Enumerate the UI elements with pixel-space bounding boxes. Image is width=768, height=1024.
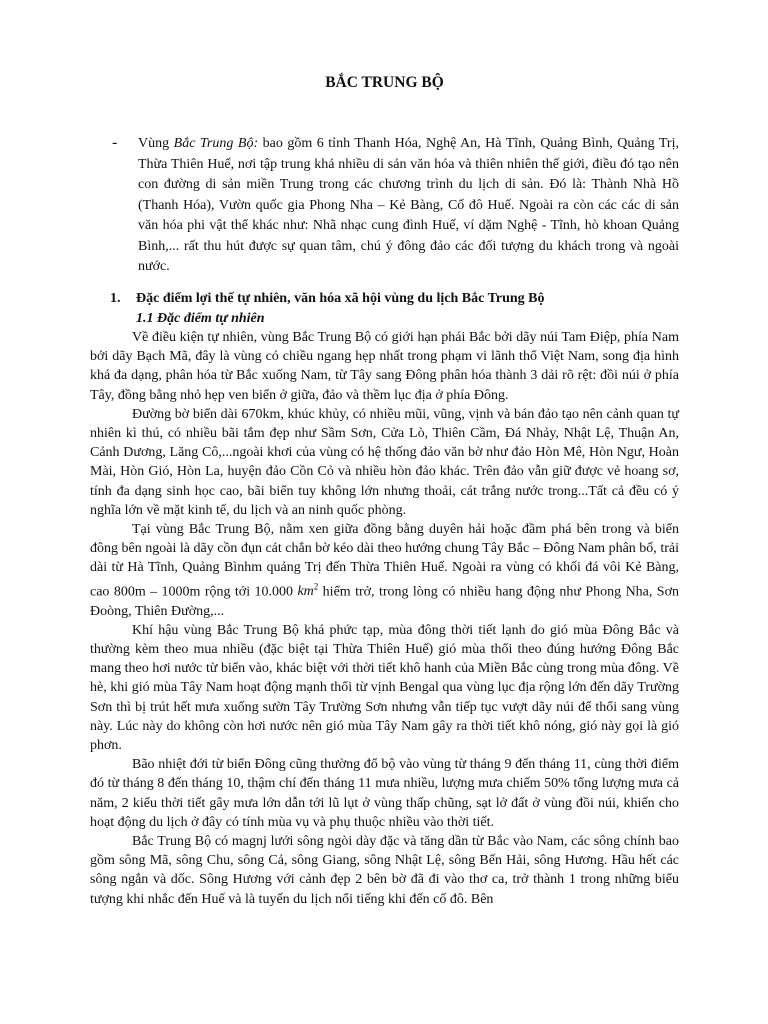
body-text [90,328,679,909]
paragraph-climate: Khí hậu vùng Bắc Trung Bộ khá phức tạp, mùa đông thời tiết lạnh do gió mùa Đông Bắc và thường kèm theo mua nhiều (đặc biệt tại Thừa Thiên Huế) gió mùa thổi theo đúng hướng Đông Bắc mang theo hơi nước từ biển vào, khác biệt với thời tiết khô hanh của Miền Bắc cùng trong mùa đông. Về hè, khi gió mùa Tây Nam hoạt động mạnh thổi từ vịnh Bengal qua vùng lục địa rộng lớn đến dãy Trường Sơn thì bị trút hết mưa xuống sườn Tây Trường Sơn nhưng vẫn tiếp tục vượt dãy núi để thổi sang vùng này. Lúc này do không còn hơi nước nên gió mùa Tây Nam gây ra thời tiết khô nóng, gió này gọi là gió phơn. [90,622,679,753]
paragraph-storms: Bão nhiệt đới từ biển Đông cũng thường đổ bộ vào vùng từ tháng 9 đến tháng 11, cùng thời điểm đó từ tháng 8 đến tháng 10, thậm chí đến tháng 11 mưa nhiều, lượng mưa chiếm 50% tổng lượng mưa cả năm, 2 kiểu thời tiết gây mưa lớn dẫn tới lũ lụt ở vùng thấp chũng, sạt lở đất ở vùng đồi núi, khiến cho hoạt động du lịch ở đây có tính mùa vụ và phụ thuộc nhiều vào thời tiết. [90,757,679,830]
intro-text [138,134,679,278]
section-number: 1. [110,291,121,306]
paragraph-terrain: Về điều kiện tự nhiên, vùng Bắc Trung Bộ có giới hạn phái Bắc bởi dãy núi Tam Điệp, phía Nam bởi dãy Bạch Mã, đây là vùng có chiều ngang hẹp nhất trong phạm vi lãnh thổ Việt Nam, song địa hình khá đa dạng, phân hóa từ Bắc xuống Nam, từ Tây sang Đông phân hóa thành 3 dải rõ rệt: đồi núi ở phía Tây, đồng bằng nhỏ hẹp ven biển ở giữa, đảo và thềm lục địa ở phía Đông. [90,330,679,403]
area-unit-exponent: 2 [313,581,319,592]
paragraph-dunes-part2: hiểm trở, trong lòng có nhiều hang động như Phong Nha, Sơn Đoòng, Thiên Đường,... [90,584,679,619]
subsection-heading: 1.1 Đặc điểm tự nhiên [136,311,265,326]
intro-bullet [112,134,679,278]
paragraph-rivers: Bắc Trung Bộ có magnj lưới sông ngòi dày đặc và tăng dần từ Bắc vào Nam, các sông chính bao gồm sông Mã, sông Chu, sông Cả, sông Giang, sông Nhật Lệ, sông Bến Hải, sông Hương. Hầu hết các sông ngắn và dốc. Sông Hương với cảnh đẹp 2 bên bờ đã đi vào thơ ca, trở thành 1 trong những biểu tượng khi nhắc đến Huế và là tuyến du lịch nổi tiếng khi đến cố đô. Bên [90,833,679,907]
bullet-dash: - [112,134,118,151]
document-title: BẮC TRUNG BỘ [325,74,444,91]
intro-lead: Vùng [138,136,174,151]
paragraph-dunes-part1: Tại vùng Bắc Trung Bộ, nằm xen giữa đồng bằng duyên hải hoặc đầm phá bên trong và biển đông bên ngoài là dãy cồn đụn cát chắn bờ kéo dài theo hướng chung Tây Bắc – Đông Nam phân bố, trải dài từ Hà Tĩnh, Quảng Bìnhm quảng Trị đến Thừa Thiên Huế. Ngoài ra vùng có khối đá vôi Kẻ Bàng, cao 800m – 1000m rộng tới 10.000 [90,522,679,600]
paragraph-coastline: Đường bờ biển dài 670km, khúc khủy, có nhiều mũi, vũng, vịnh và bán đảo tạo nên cảnh quan tự nhiên kì thú, có nhiều bãi tắm đẹp như Sầm Sơn, Cửa Lò, Thiên Cầm, Đá Nhảy, Nhật Lệ, Thuận An, Cảnh Dương, Lăng Cô,...ngoài khơi của vùng có hệ thống đảo văn bờ như đảo Hòn Mê, Hòn Ngư, Hoàn Mài, Hòn Gió, Hòn La, huyện đảo Cồn Cỏ và nhiều hòn đảo khác. Trên đảo vẫn giữ được vẻ hoang sơ, tính đa dạng sinh học cao, bãi biển tuy không lớn nhưng thoải, cát trắng nước trong...Tất cả đều có ý nghĩa lớn về mặt kinh tế, du lịch và an ninh quốc phòng. [90,406,679,518]
intro-body: bao gồm 6 tỉnh Thanh Hóa, Nghệ An, Hà Tĩnh, Quảng Bình, Quảng Trị, Thừa Thiên Huế, nơi tập trung khá nhiều di sản văn hóa và thiên nhiên thế giới, điều đó tạo nên con đường di sản miền Trung trong các chương trình du lịch di sản. Đó là: Thành Nhà Hồ (Thanh Hóa), Vườn quốc gia Phong Nha – Kẻ Bàng, Cố đô Huế. Ngoài ra còn các các di sản văn hóa phi vật thể khác như: Nhã nhạc cung đình Huế, ví dặm Nghệ - Tĩnh, hò khoan Quảng Bình,... rất thu hút được sự quan tâm, chú ý đông đảo các đối tượng du khách trong và ngoài nước. [138,136,679,274]
paragraph-dunes [90,520,679,621]
area-unit-label: km [297,584,314,600]
intro-term: Bắc Trung Bộ: [173,136,259,151]
section-heading-text: Đặc điểm lợi thế tự nhiên, văn hóa xã hội vùng du lịch Bắc Trung Bộ [136,291,545,306]
area-unit [297,581,319,600]
section-heading [110,289,679,309]
